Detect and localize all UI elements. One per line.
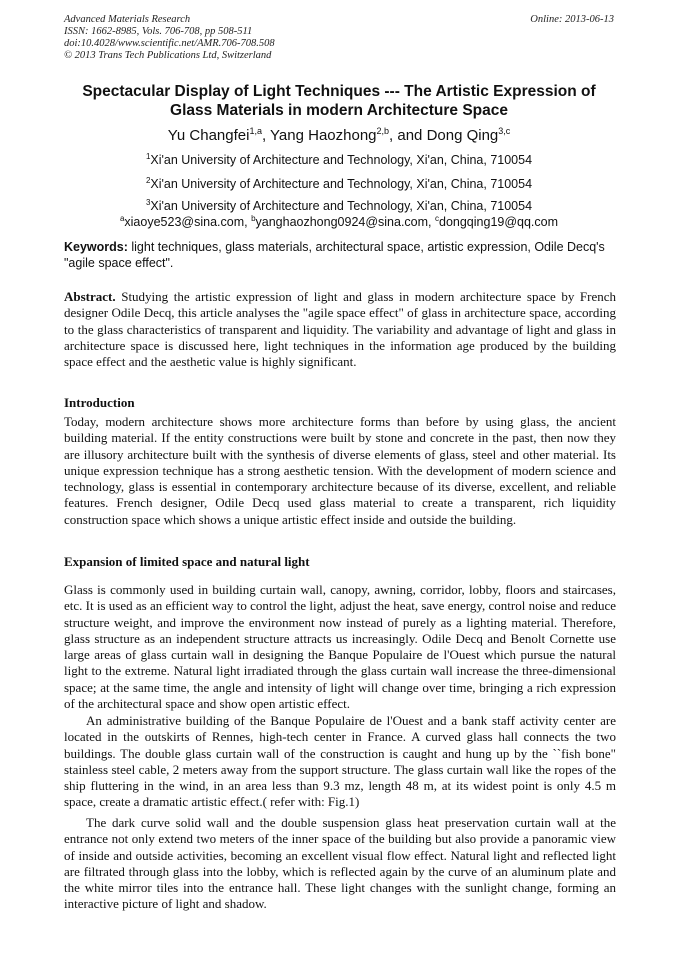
email-sup: a xyxy=(119,214,125,223)
affiliation-sup: 3 xyxy=(145,198,151,207)
email-sup: c xyxy=(435,214,439,223)
journal-name: Advanced Materials Research xyxy=(64,14,191,25)
abstract-label: Abstract. xyxy=(64,289,116,304)
section-heading-expansion: Expansion of limited space and natural light xyxy=(64,554,310,569)
email-sup: b xyxy=(251,214,256,223)
issn-line: ISSN: 1662-8985, Vols. 706-708, pp 508-511 xyxy=(64,26,253,37)
affiliation-1 xyxy=(0,152,678,167)
email-b: yanghaozhong0924@sina.com, xyxy=(255,215,435,230)
online-date: Online: 2013-06-13 xyxy=(530,14,614,25)
author-sup: 1,a xyxy=(249,126,262,136)
affiliation-2 xyxy=(0,176,678,191)
author-list xyxy=(0,126,678,144)
author-sup: 3,c xyxy=(498,126,511,136)
abstract xyxy=(64,289,616,370)
email-line xyxy=(0,214,678,229)
affiliation-sup: 1 xyxy=(145,152,151,161)
author-separator: , xyxy=(261,127,271,144)
journal-header xyxy=(64,14,275,62)
author-separator: , and xyxy=(389,127,427,144)
author-name: Yu Changfei xyxy=(167,127,250,144)
email-a: xiaoye523@sina.com, xyxy=(124,215,252,230)
doi-line: doi:10.4028/www.scientific.net/AMR.706-708.508 xyxy=(64,38,275,49)
author-name: Dong Qing xyxy=(426,127,499,144)
copyright-line: © 2013 Trans Tech Publications Ltd, Switzerland xyxy=(64,50,272,61)
paragraph-1: Glass is commonly used in building curtain wall, canopy, awning, corridor, lobby, floors and staircases, etc. It is used as an efficient way to control the light, adjust the heat, save energy, control noise and reduce structure weight, and improve the environment now instead of purely as a lighting material. Therefore, glass structure as an independent structure attracts us increasingly. Odile Decq and Benolt Cornette use large areas of glass curtain wall in designing the Banque Populaire de l'Ouest which pursue the natural light to the extreme. Natural light irradiated through the glass curtain wall increase the three-dimensional space; at the same time, the angle and intensity of light will change over time, bringing a rich expression of the architectural space and show open artistic effect. xyxy=(64,582,616,712)
affiliation-text: Xi'an University of Architecture and Technology, Xi'an, China, 710054 xyxy=(150,153,533,168)
intro-paragraph: Today, modern architecture shows more architecture forms than before by using glass, the ancient building material. If the entity constructions were built by stone and concrete in the past, then now they are illusory architecture built with the synthesis of diverse elements of glass, steel and other material. Its unique expression technique has a strong aesthetic tension. With the development of modern science and technology, glass is essential in contemporary architecture because of its diverse, excellent, and reliable features. French designer, Odile Decq used glass material to create a transparent, rich liquidity construction space which shows a unique artistic effect inside and outside the building. xyxy=(64,414,616,527)
keywords xyxy=(64,239,616,271)
section-heading-introduction: Introduction xyxy=(64,395,135,410)
affiliation-text: Xi'an University of Architecture and Technology, Xi'an, China, 710054 xyxy=(150,199,533,214)
author-name: Yang Haozhong xyxy=(270,127,377,144)
paragraph-3: The dark curve solid wall and the double suspension glass heat preservation curtain wall at the entrance not only extend two meters of the inner space of the building but also provide a panoramic view of inside and outside activities, becoming an excellent visual flow effect. Natural light and reflected light are filtrated through glass into the lobby, which is reflected again by the curve of an aluminum plate and the white mirror tiles into the entrance hall. These light changes with the sunlight change, forming an interactive picture of light and shadow. xyxy=(64,815,616,912)
paragraph-2: An administrative building of the Banque Populaire de l'Ouest and a bank staff activity center are located in the outskirts of Rennes, high-tech center in France. A curved glass hall connects the two buildings. The double glass curtain wall of the construction is caught and hung up by the ``fish bone" stainless steel cable, 2 meters away from the support structure. The glass curtain wall like the ropes of the ship fluttering in the wind, in an area less than 9.3 mz, length 48 m, at its widest point is only 4.5 m space, create a dramatic artistic effect.( refer with: Fig.1) xyxy=(64,713,616,810)
affiliation-sup: 2 xyxy=(145,176,151,185)
affiliation-3 xyxy=(0,198,678,213)
affiliation-text: Xi'an University of Architecture and Technology, Xi'an, China, 710054 xyxy=(150,177,533,192)
email-c: dongqing19@qq.com xyxy=(439,215,559,230)
keywords-text: light techniques, glass materials, architectural space, artistic expression, Odile Decq's "agile space effect". xyxy=(64,240,605,270)
abstract-text: Studying the artistic expression of light and glass in modern architecture space by French designer Odile Decq, this article analyses the "agile space effect" of glass in architecture space, according to the glass characteristics of transparent and liquidity. The variability and advantage of light and glass in architecture space is discussed here, light techniques in the information age produced by the building space effect and the aesthetic value is highly significant. xyxy=(64,289,616,370)
author-sup: 2,b xyxy=(376,126,390,136)
keywords-label: Keywords: xyxy=(64,240,128,254)
paper-title: Spectacular Display of Light Techniques --- The Artistic Expression of Glass Materials in modern Architecture Space xyxy=(82,83,596,119)
